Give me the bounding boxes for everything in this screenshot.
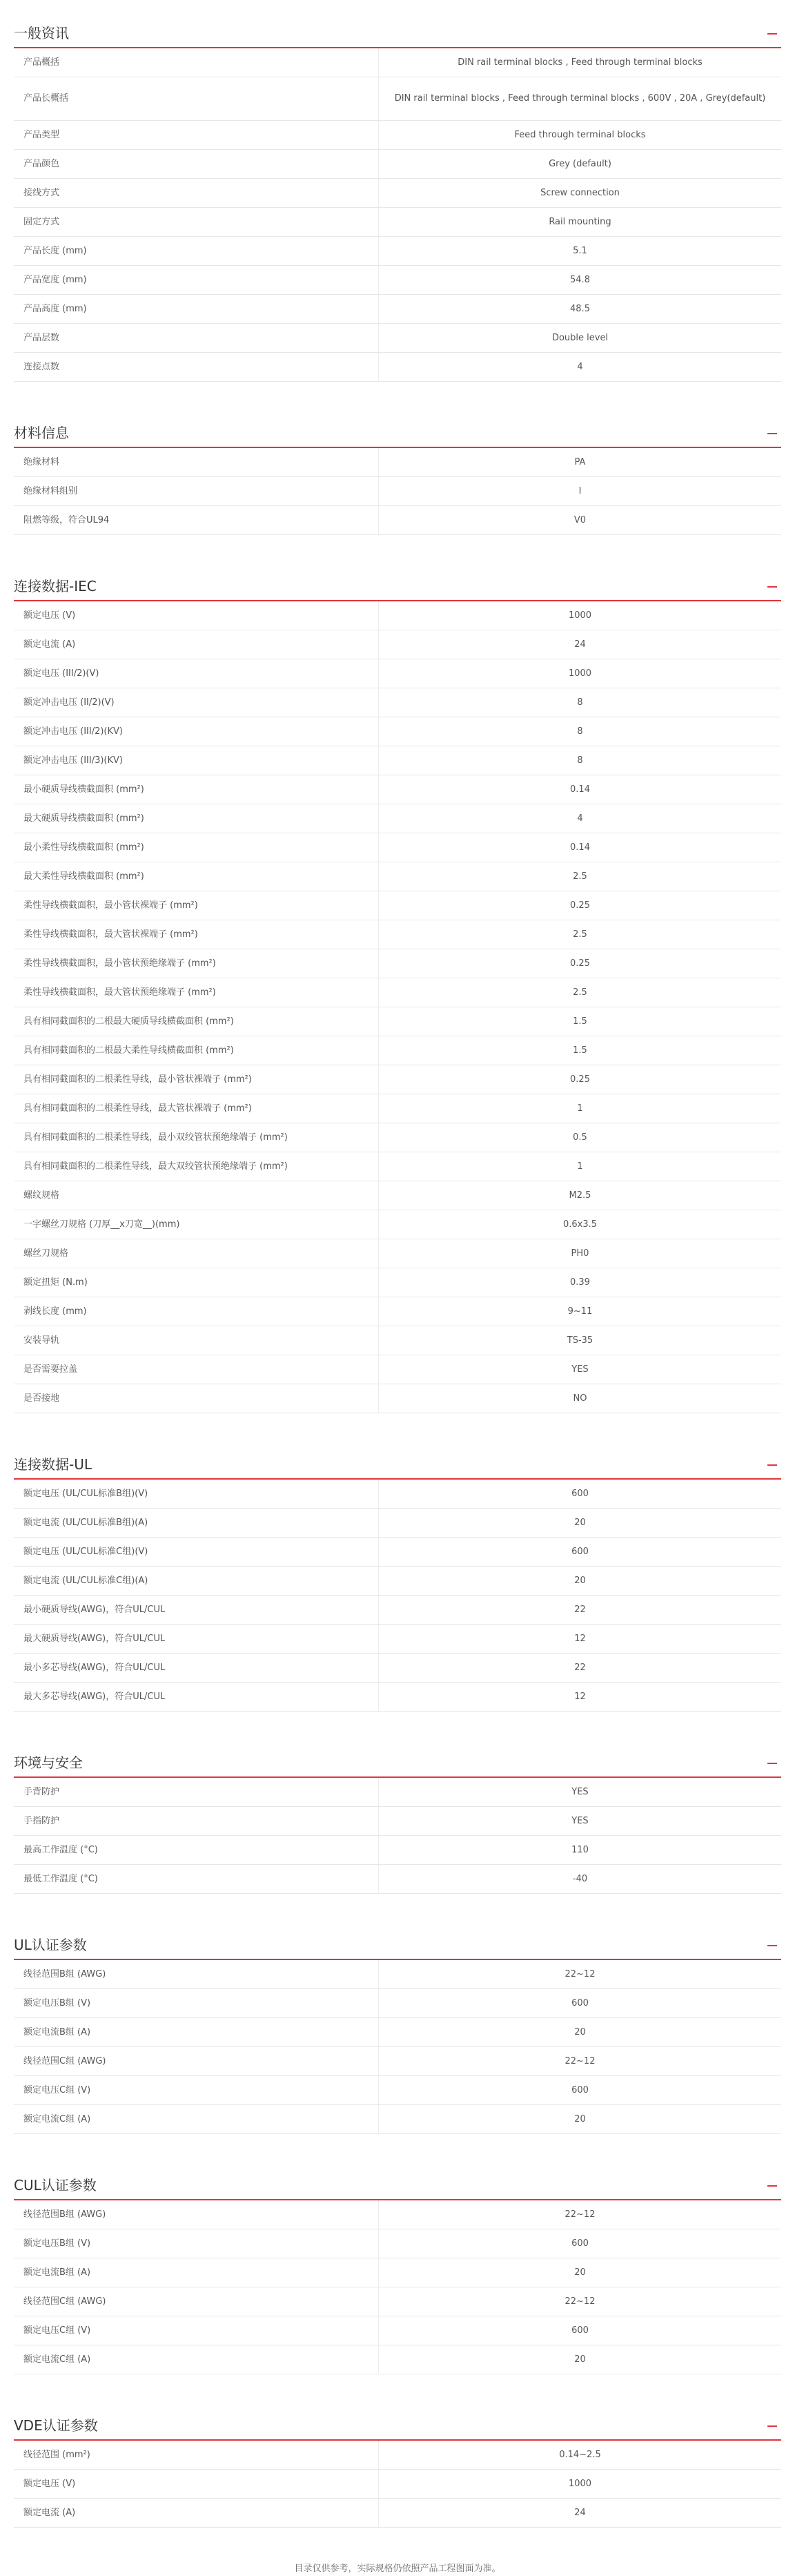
spec-section — [14, 570, 781, 1413]
spec-section — [14, 2169, 781, 2374]
spec-label: 固定方式 — [14, 208, 379, 237]
spec-value: 8 — [379, 717, 782, 746]
spec-label: 产品宽度 (mm) — [14, 266, 379, 295]
spec-label: 额定电压 (V) — [14, 601, 379, 630]
table-row — [14, 978, 781, 1007]
section-header[interactable] — [14, 570, 781, 601]
spec-value: PA — [379, 448, 782, 477]
spec-table — [14, 1778, 781, 1894]
spec-label: 具有相同截面积的二根柔性导线，最小管状裸端子 (mm²) — [14, 1065, 379, 1094]
spec-value: 0.5 — [379, 1123, 782, 1152]
minus-icon[interactable] — [767, 586, 777, 588]
spec-value: V0 — [379, 506, 782, 535]
section-title: 连接数据-IEC — [14, 578, 97, 594]
spec-label: 具有相同截面积的二根最大柔性导线横截面积 (mm²) — [14, 1036, 379, 1065]
spec-label: 绝缘材料 — [14, 448, 379, 477]
spec-value: YES — [379, 1778, 782, 1807]
table-row — [14, 1683, 781, 1712]
spec-value: 600 — [379, 1538, 782, 1567]
spec-label: 具有相同截面积的二根最大硬质导线横截面积 (mm²) — [14, 1007, 379, 1036]
section-title: CUL认证参数 — [14, 2177, 97, 2194]
spec-value: 1.5 — [379, 1036, 782, 1065]
spec-label: 连接点数 — [14, 353, 379, 382]
spec-value: 20 — [379, 2105, 782, 2134]
table-row — [14, 324, 781, 353]
spec-value: 20 — [379, 2258, 782, 2287]
spec-value: 20 — [379, 2018, 782, 2047]
table-row — [14, 2345, 781, 2374]
table-row — [14, 477, 781, 506]
spec-value: 2.5 — [379, 862, 782, 891]
section-title: 环境与安全 — [14, 1754, 83, 1771]
spec-label: 产品概括 — [14, 48, 379, 77]
spec-value: 0.6x3.5 — [379, 1210, 782, 1239]
table-row — [14, 2470, 781, 2499]
spec-label: 额定冲击电压 (II/2)(V) — [14, 688, 379, 717]
table-row — [14, 1326, 781, 1355]
section-title: UL认证参数 — [14, 1937, 87, 1953]
spec-value: 12 — [379, 1683, 782, 1712]
spec-label: 额定电流C组 (A) — [14, 2105, 379, 2134]
table-row — [14, 295, 781, 324]
spec-table — [14, 48, 781, 382]
spec-table — [14, 601, 781, 1413]
spec-label: 最大硬质导线(AWG)，符合UL/CUL — [14, 1625, 379, 1654]
spec-label: 线径范围B组 (AWG) — [14, 1960, 379, 1989]
spec-value: 110 — [379, 1836, 782, 1865]
table-row — [14, 1538, 781, 1567]
spec-sections — [14, 17, 781, 2528]
spec-value: 1 — [379, 1094, 782, 1123]
spec-value: 22~12 — [379, 2200, 782, 2229]
spec-label: 最高工作温度 (°C) — [14, 1836, 379, 1865]
spec-label: 是否需要拉盖 — [14, 1355, 379, 1384]
table-row — [14, 266, 781, 295]
spec-label: 最小硬质导线横截面积 (mm²) — [14, 775, 379, 804]
spec-value: 600 — [379, 1480, 782, 1509]
spec-label: 额定电流 (A) — [14, 630, 379, 659]
spec-value: 12 — [379, 1625, 782, 1654]
spec-label: 阻燃等级，符合UL94 — [14, 506, 379, 535]
spec-label: 最低工作温度 (°C) — [14, 1865, 379, 1894]
spec-label: 柔性导线横截面积，最大管状裸端子 (mm²) — [14, 920, 379, 949]
table-row — [14, 1625, 781, 1654]
table-row — [14, 2499, 781, 2528]
spec-label: 额定冲击电压 (III/3)(KV) — [14, 746, 379, 775]
table-row — [14, 2258, 781, 2287]
spec-value: 600 — [379, 2316, 782, 2345]
spec-value: 8 — [379, 746, 782, 775]
spec-label: 额定电压 (UL/CUL标准C组)(V) — [14, 1538, 379, 1567]
table-row — [14, 601, 781, 630]
spec-value: 0.25 — [379, 891, 782, 920]
spec-value: 0.39 — [379, 1268, 782, 1297]
table-row — [14, 688, 781, 717]
spec-label: 最大柔性导线横截面积 (mm²) — [14, 862, 379, 891]
table-row — [14, 506, 781, 535]
spec-value: 54.8 — [379, 266, 782, 295]
minus-icon[interactable] — [767, 2185, 777, 2187]
table-row — [14, 746, 781, 775]
spec-value: 22~12 — [379, 2047, 782, 2076]
table-row — [14, 208, 781, 237]
table-row — [14, 1239, 781, 1268]
table-row — [14, 804, 781, 833]
spec-label: 产品层数 — [14, 324, 379, 353]
spec-label: 具有相同截面积的二根柔性导线，最小双绞管状预绝缘端子 (mm²) — [14, 1123, 379, 1152]
spec-value: 4 — [379, 804, 782, 833]
spec-label: 最小硬质导线(AWG)，符合UL/CUL — [14, 1596, 379, 1625]
spec-label: 额定电压 (V) — [14, 2470, 379, 2499]
table-row — [14, 1065, 781, 1094]
footer-note: 目录仅供参考，实际规格仍依照产品工程图面为准。 — [294, 2564, 501, 2574]
spec-label: 额定电流B组 (A) — [14, 2258, 379, 2287]
section-header[interactable] — [14, 1746, 781, 1778]
spec-label: 额定电压B组 (V) — [14, 1989, 379, 2018]
table-row — [14, 1297, 781, 1326]
section-title: 材料信息 — [14, 425, 69, 441]
section-header[interactable] — [14, 1448, 781, 1480]
spec-value: YES — [379, 1355, 782, 1384]
table-row — [14, 1654, 781, 1683]
spec-label: 最大硬质导线横截面积 (mm²) — [14, 804, 379, 833]
spec-value: 1000 — [379, 601, 782, 630]
spec-table — [14, 1480, 781, 1712]
table-row — [14, 1865, 781, 1894]
spec-label: 线径范围C组 (AWG) — [14, 2287, 379, 2316]
spec-value: 0.14 — [379, 775, 782, 804]
spec-value: 0.25 — [379, 949, 782, 978]
spec-value: PH0 — [379, 1239, 782, 1268]
table-row — [14, 862, 781, 891]
table-row — [14, 891, 781, 920]
spec-label: 额定电流B组 (A) — [14, 2018, 379, 2047]
spec-label: 最小柔性导线横截面积 (mm²) — [14, 833, 379, 862]
spec-value: 20 — [379, 2345, 782, 2374]
section-header[interactable] — [14, 17, 781, 48]
spec-label: 安装导轨 — [14, 1326, 379, 1355]
spec-value: 600 — [379, 1989, 782, 2018]
spec-value: NO — [379, 1384, 782, 1413]
spec-label: 螺丝刀规格 — [14, 1239, 379, 1268]
spec-label: 接线方式 — [14, 179, 379, 208]
table-row — [14, 1960, 781, 1989]
spec-label: 最大多芯导线(AWG)，符合UL/CUL — [14, 1683, 379, 1712]
minus-icon[interactable] — [767, 1763, 777, 1764]
spec-label: 一字螺丝刀规格 (刀厚__x刀宽__)(mm) — [14, 1210, 379, 1239]
spec-value: M2.5 — [379, 1181, 782, 1210]
spec-section — [14, 1928, 781, 2134]
table-row — [14, 1152, 781, 1181]
table-row — [14, 1778, 781, 1807]
spec-label: 线径范围B组 (AWG) — [14, 2200, 379, 2229]
table-row — [14, 1268, 781, 1297]
spec-label: 额定电流 (UL/CUL标准B组)(A) — [14, 1509, 379, 1538]
section-header[interactable] — [14, 2409, 781, 2441]
spec-label: 具有相同截面积的二根柔性导线，最大管状裸端子 (mm²) — [14, 1094, 379, 1123]
spec-section — [14, 416, 781, 535]
spec-value: 1000 — [379, 2470, 782, 2499]
spec-table — [14, 1960, 781, 2134]
section-title: VDE认证参数 — [14, 2417, 98, 2434]
spec-value: 24 — [379, 2499, 782, 2528]
spec-value: Double level — [379, 324, 782, 353]
minus-icon[interactable] — [767, 33, 777, 35]
table-row — [14, 1807, 781, 1836]
table-row — [14, 1567, 781, 1596]
spec-value: 0.14 — [379, 833, 782, 862]
table-row — [14, 179, 781, 208]
spec-label: 额定电流 (A) — [14, 2499, 379, 2528]
spec-value: 600 — [379, 2229, 782, 2258]
spec-label: 是否接地 — [14, 1384, 379, 1413]
table-row — [14, 48, 781, 77]
spec-value: Screw connection — [379, 179, 782, 208]
spec-table — [14, 448, 781, 535]
spec-label: 额定电压C组 (V) — [14, 2316, 379, 2345]
spec-value: DIN rail terminal blocks , Feed through terminal blocks , 600V , 20A , Grey(default) — [379, 77, 782, 121]
spec-value: TS-35 — [379, 1326, 782, 1355]
spec-label: 绝缘材料组别 — [14, 477, 379, 506]
table-row — [14, 949, 781, 978]
spec-table — [14, 2200, 781, 2374]
section-title: 一般资讯 — [14, 25, 69, 41]
minus-icon[interactable] — [767, 1945, 777, 1946]
spec-value: 48.5 — [379, 295, 782, 324]
spec-label: 手背防护 — [14, 1778, 379, 1807]
spec-label: 额定冲击电压 (III/2)(KV) — [14, 717, 379, 746]
table-row — [14, 1181, 781, 1210]
spec-label: 产品高度 (mm) — [14, 295, 379, 324]
spec-label: 柔性导线横截面积，最小管状裸端子 (mm²) — [14, 891, 379, 920]
table-row — [14, 1210, 781, 1239]
spec-value: 9~11 — [379, 1297, 782, 1326]
spec-label: 手指防护 — [14, 1807, 379, 1836]
spec-value: 22~12 — [379, 1960, 782, 1989]
spec-page — [14, 0, 781, 2576]
spec-value: DIN rail terminal blocks , Feed through terminal blocks — [379, 48, 782, 77]
spec-value: I — [379, 477, 782, 506]
table-row — [14, 353, 781, 382]
spec-label: 额定电压 (III/2)(V) — [14, 659, 379, 688]
table-row — [14, 121, 781, 150]
table-row — [14, 1596, 781, 1625]
section-header[interactable] — [14, 2169, 781, 2200]
spec-label: 额定电压 (UL/CUL标准B组)(V) — [14, 1480, 379, 1509]
spec-section — [14, 1746, 781, 1894]
spec-value: 20 — [379, 1567, 782, 1596]
spec-label: 剥线长度 (mm) — [14, 1297, 379, 1326]
spec-value: 4 — [379, 353, 782, 382]
spec-value: YES — [379, 1807, 782, 1836]
table-row — [14, 775, 781, 804]
table-row — [14, 1836, 781, 1865]
spec-table — [14, 2441, 781, 2528]
table-row — [14, 1123, 781, 1152]
table-row — [14, 2229, 781, 2258]
spec-value: 1000 — [379, 659, 782, 688]
table-row — [14, 237, 781, 266]
section-header[interactable] — [14, 416, 781, 448]
spec-label: 柔性导线横截面积，最大管状预绝缘端子 (mm²) — [14, 978, 379, 1007]
table-row — [14, 2105, 781, 2134]
table-row — [14, 920, 781, 949]
spec-value: 5.1 — [379, 237, 782, 266]
spec-value: 20 — [379, 1509, 782, 1538]
spec-section — [14, 2409, 781, 2528]
table-row — [14, 77, 781, 121]
spec-label: 柔性导线横截面积，最小管状预绝缘端子 (mm²) — [14, 949, 379, 978]
table-row — [14, 833, 781, 862]
spec-label: 线径范围C组 (AWG) — [14, 2047, 379, 2076]
spec-value: 24 — [379, 630, 782, 659]
spec-section — [14, 1448, 781, 1712]
table-row — [14, 1007, 781, 1036]
table-row — [14, 2018, 781, 2047]
table-row — [14, 1989, 781, 2018]
spec-value: 2.5 — [379, 920, 782, 949]
spec-label: 产品类型 — [14, 121, 379, 150]
table-row — [14, 2287, 781, 2316]
table-row — [14, 1094, 781, 1123]
spec-label: 额定电流C组 (A) — [14, 2345, 379, 2374]
spec-value: 1.5 — [379, 1007, 782, 1036]
table-row — [14, 2047, 781, 2076]
spec-label: 额定电压C组 (V) — [14, 2076, 379, 2105]
table-row — [14, 1355, 781, 1384]
spec-label: 线径范围 (mm²) — [14, 2441, 379, 2470]
minus-icon[interactable] — [767, 433, 777, 434]
table-row — [14, 448, 781, 477]
section-title: 连接数据-UL — [14, 1456, 92, 1473]
spec-label: 具有相同截面积的二根柔性导线，最大双绞管状预绝缘端子 (mm²) — [14, 1152, 379, 1181]
table-row — [14, 717, 781, 746]
minus-icon[interactable] — [767, 2425, 777, 2427]
table-row — [14, 2441, 781, 2470]
spec-value: 0.14~2.5 — [379, 2441, 782, 2470]
table-row — [14, 150, 781, 179]
minus-icon[interactable] — [767, 1464, 777, 1466]
spec-value: 1 — [379, 1152, 782, 1181]
table-row — [14, 2316, 781, 2345]
spec-section — [14, 17, 781, 382]
spec-label: 产品长度 (mm) — [14, 237, 379, 266]
spec-value: Rail mounting — [379, 208, 782, 237]
spec-value: 22 — [379, 1596, 782, 1625]
spec-value: 8 — [379, 688, 782, 717]
spec-label: 额定电压B组 (V) — [14, 2229, 379, 2258]
table-row — [14, 2076, 781, 2105]
spec-value: 22 — [379, 1654, 782, 1683]
spec-label: 最小多芯导线(AWG)，符合UL/CUL — [14, 1654, 379, 1683]
spec-value: 2.5 — [379, 978, 782, 1007]
spec-label: 额定电流 (UL/CUL标准C组)(A) — [14, 1567, 379, 1596]
table-row — [14, 630, 781, 659]
spec-label: 额定扭矩 (N.m) — [14, 1268, 379, 1297]
spec-label: 螺纹规格 — [14, 1181, 379, 1210]
spec-value: 22~12 — [379, 2287, 782, 2316]
table-row — [14, 1384, 781, 1413]
table-row — [14, 1036, 781, 1065]
table-row — [14, 1480, 781, 1509]
spec-value: Grey (default) — [379, 150, 782, 179]
table-row — [14, 1509, 781, 1538]
section-header[interactable] — [14, 1928, 781, 1960]
spec-value: -40 — [379, 1865, 782, 1894]
table-row — [14, 659, 781, 688]
spec-label: 产品颜色 — [14, 150, 379, 179]
spec-value: 0.25 — [379, 1065, 782, 1094]
spec-value: Feed through terminal blocks — [379, 121, 782, 150]
table-row — [14, 2200, 781, 2229]
spec-value: 600 — [379, 2076, 782, 2105]
spec-label: 产品长概括 — [14, 77, 379, 121]
